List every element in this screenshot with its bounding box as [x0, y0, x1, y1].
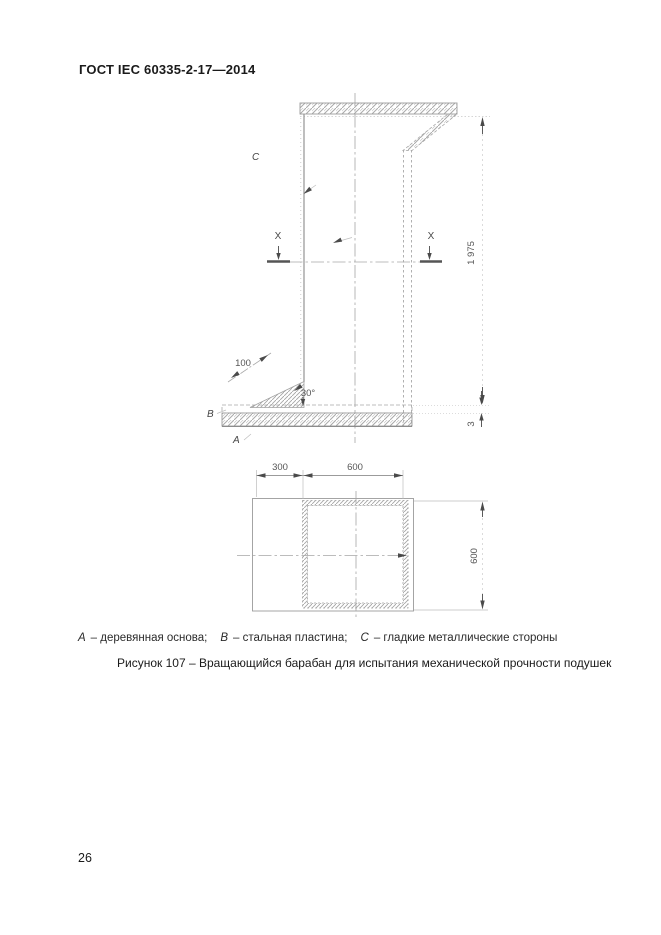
dim-offset-value: 300 — [272, 462, 288, 473]
dim-arrow-ne — [259, 353, 269, 362]
arrow-right-end — [394, 473, 403, 477]
section-view — [207, 93, 490, 446]
label-c: C — [252, 152, 260, 163]
dim-arrow-top — [480, 117, 484, 126]
section-label-right: X — [427, 231, 435, 242]
section-mark-left — [267, 231, 290, 262]
dimension-top — [257, 462, 404, 499]
figure-legend — [78, 632, 557, 644]
figure-caption: Рисунок 107 – Вращающийся барабан для испытания механической прочности подушек — [117, 656, 612, 670]
wooden-base — [222, 413, 412, 426]
dimension-plate-thickness-3 — [413, 391, 489, 427]
part-label-a — [232, 434, 251, 446]
dim-width-value: 600 — [347, 462, 363, 473]
arrow-bottom — [480, 601, 484, 610]
dimension-right — [414, 501, 488, 610]
page-number: 26 — [78, 851, 92, 865]
plan-view — [237, 462, 488, 619]
label-a-leader — [244, 434, 251, 440]
drum-left-wall — [301, 114, 304, 382]
drum-corner-chamfer — [403, 114, 457, 151]
legend-key-b: B — [220, 632, 229, 644]
dimension-height-1975 — [466, 117, 485, 404]
section-arrow-right — [427, 253, 431, 260]
dim-ramp-value: 100 — [235, 358, 251, 369]
arrow-left-end — [257, 473, 266, 477]
drum-ramp — [250, 382, 304, 408]
part-label-c — [252, 152, 316, 196]
drum-top-wall — [300, 103, 457, 114]
label-b: B — [207, 409, 214, 420]
dim-arrow-up — [479, 413, 483, 421]
section-arrow-left — [276, 253, 280, 260]
section-mark-right — [420, 231, 442, 262]
drum-inner-square — [308, 506, 404, 604]
legend-key-c: C — [360, 632, 369, 644]
dim-thickness-value: 3 — [466, 421, 477, 427]
section-label-left: X — [274, 231, 282, 242]
legend-key-a: A — [78, 632, 86, 644]
center-surface-arrow — [332, 238, 352, 246]
base-outline — [253, 499, 414, 612]
arrow-mid-left — [294, 473, 303, 477]
standard-designation: ГОСТ IEC 60335-2-17—2014 — [79, 62, 256, 77]
drum-right-wall — [404, 150, 412, 426]
dimension-ramp-100 — [228, 353, 271, 382]
legend-text-a: – деревянная основа; — [90, 632, 208, 644]
ramp-angle-value: 30° — [300, 388, 316, 399]
drum-outer-square — [303, 501, 409, 609]
legend-text-c: – гладкие металлические стороны — [373, 632, 558, 644]
label-a: A — [233, 435, 240, 446]
steel-plate — [222, 405, 412, 413]
drum-wall-band — [303, 501, 409, 609]
dim-depth-value: 600 — [469, 548, 480, 564]
dim-height-value: 1 975 — [466, 241, 477, 265]
arrow-top — [480, 502, 484, 511]
arrow-mid-right — [304, 473, 313, 477]
legend-text-b: – стальная пластина; — [233, 632, 348, 644]
center-arrow — [332, 238, 342, 245]
